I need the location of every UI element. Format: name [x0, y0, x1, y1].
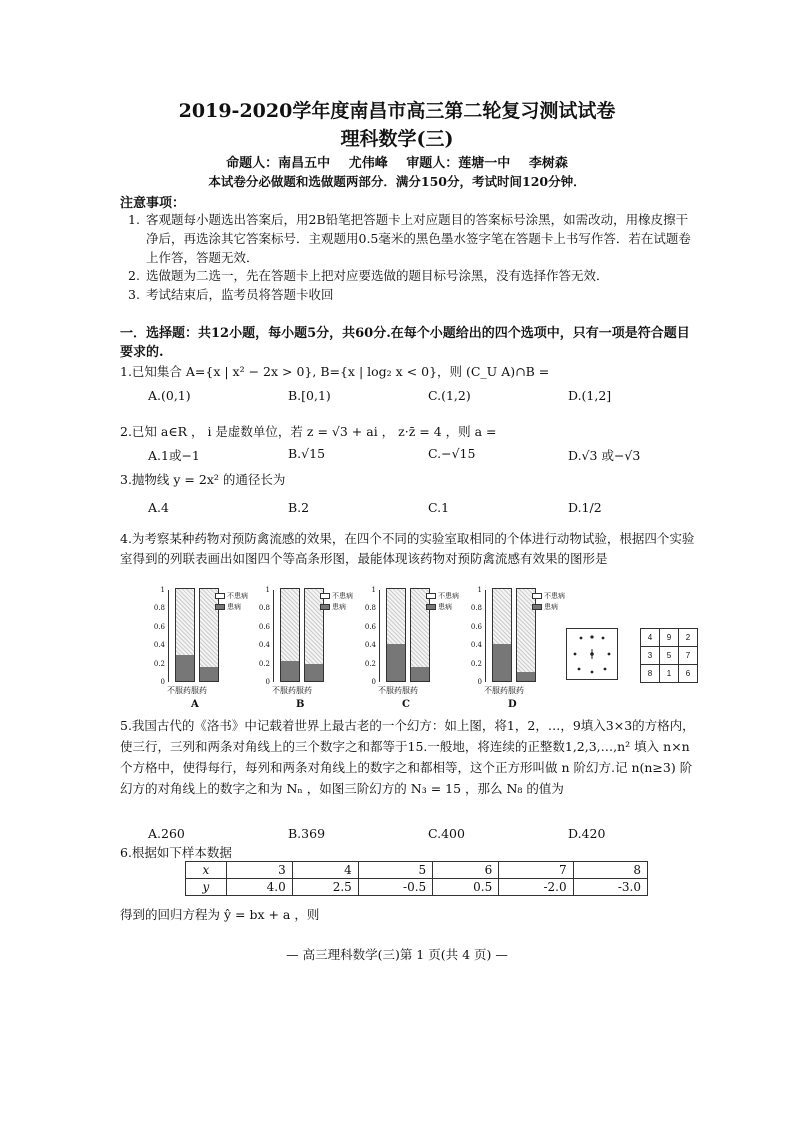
legend-item: [426, 591, 459, 601]
legend-swatch: [215, 593, 225, 599]
legend-item: [532, 602, 558, 612]
legend-item: [532, 591, 565, 601]
y-tick-label: 0.8: [470, 604, 482, 613]
x-tick-label: 不服药: [167, 686, 191, 695]
y-tick-label: 1: [160, 586, 165, 594]
legend-swatch: [532, 593, 542, 599]
y-tick-label: 1: [371, 586, 376, 594]
legend-item: [426, 602, 452, 612]
magic-cell: 5: [660, 647, 679, 665]
option-a: A.1或−1: [148, 448, 200, 463]
chart-label: A: [191, 699, 199, 710]
x-tick-label: 服药: [508, 686, 524, 695]
y-tick-label: 1: [477, 586, 482, 594]
option-d: D.√3 或−√3: [568, 448, 641, 463]
legend-swatch: [426, 593, 436, 599]
table-row: [186, 879, 648, 896]
authors-line: [0, 152, 794, 171]
y-tick-label: 0.4: [258, 641, 270, 650]
luoshu-icon: [566, 628, 618, 680]
note-item: [128, 210, 698, 267]
table-cell: -3.0: [573, 879, 647, 896]
option-b: B.[0,1): [288, 388, 331, 403]
table-cell: 0.5: [433, 879, 499, 896]
magic-cell: 7: [679, 647, 698, 665]
option-a: A.4: [148, 500, 169, 515]
option-d: D.(1,2]: [568, 388, 612, 403]
y-tick-label: 0.6: [364, 622, 376, 631]
y-tick-label: 0.6: [258, 622, 270, 631]
y-tick-label: 0.4: [153, 641, 165, 650]
legend-swatch: [532, 604, 542, 610]
y-tick-label: 0.8: [364, 604, 376, 613]
legend-label: 患病: [227, 603, 241, 611]
author-2: 尤伟峰: [348, 156, 388, 171]
legend-label: 不患病: [438, 592, 459, 600]
table-cell: 4: [292, 862, 358, 879]
legend-item: [320, 591, 353, 601]
y-tick-label: 0.6: [470, 622, 482, 631]
stacked-bar: [280, 588, 300, 682]
table-cell: 5: [358, 862, 432, 879]
option-a: A.260: [148, 826, 185, 841]
y-tick-label: 0.2: [153, 659, 165, 668]
legend-label: 不患病: [227, 592, 248, 600]
option-c: C.−√15: [428, 446, 476, 461]
question-6-tail: 得到的回归方程为 ŷ = bx + a ，则: [120, 907, 320, 922]
stacked-bar: [175, 588, 195, 682]
table-cell: 8: [573, 862, 647, 879]
legend-swatch: [320, 593, 330, 599]
legend-item: [215, 591, 248, 601]
sample-data-table: [185, 861, 648, 896]
author-4: 李树森: [528, 156, 568, 171]
legend-swatch: [426, 604, 436, 610]
option-c: C.1: [428, 500, 450, 515]
legend-swatch: [320, 604, 330, 610]
table-cell: 2.5: [292, 879, 358, 896]
magic-cell: 2: [679, 629, 698, 647]
sick-segment: [176, 655, 194, 681]
sick-segment: [411, 667, 429, 681]
x-tick-label: 服药: [402, 686, 418, 695]
y-tick-label: 0.4: [364, 641, 376, 650]
chart-label: C: [402, 699, 410, 710]
stacked-bar: [492, 588, 512, 682]
y-tick-label: 1: [265, 586, 270, 594]
q4-chart-b: [258, 585, 368, 710]
legend-item: [320, 602, 346, 612]
y-tick-label: 0.2: [258, 659, 270, 668]
note-item: [128, 285, 698, 304]
option-d: D.420: [568, 826, 606, 841]
question-1-options: [148, 388, 698, 408]
y-axis: [168, 590, 169, 682]
x-tick-label: 服药: [296, 686, 312, 695]
table-cell: 3: [226, 862, 292, 879]
table-cell: -0.5: [358, 879, 432, 896]
table-cell: 4.0: [226, 879, 292, 896]
author-3: 审题人：莲塘一中: [406, 156, 511, 171]
question-2-options: [148, 446, 698, 466]
option-c: C.(1,2): [428, 388, 471, 403]
table-cell: 7: [499, 862, 573, 879]
sick-segment: [387, 644, 405, 681]
option-b: B.√15: [288, 446, 326, 461]
option-c: C.400: [428, 826, 465, 841]
magic-cell: 4: [641, 629, 660, 647]
magic-cell: 1: [660, 665, 679, 683]
y-axis: [485, 590, 486, 682]
magic-cell: 6: [679, 665, 698, 683]
page-title: 2019-2020学年度南昌市高三第二轮复习测试试卷: [178, 100, 616, 122]
x-tick-label: 不服药: [378, 686, 402, 695]
table-row: [186, 862, 648, 879]
table-header-x: x: [186, 862, 227, 879]
sick-segment: [200, 667, 218, 681]
option-d: D.1/2: [568, 500, 602, 515]
table-cell: -2.0: [499, 879, 573, 896]
y-tick-label: 0.2: [364, 659, 376, 668]
legend-swatch: [215, 604, 225, 610]
sick-segment: [493, 644, 511, 681]
legend-label: 不患病: [544, 592, 565, 600]
legend-label: 患病: [544, 603, 558, 611]
option-b: B.369: [288, 826, 326, 841]
sick-segment: [281, 661, 299, 681]
scoring-info: 本试卷分必做题和选做题两部分．满分150分，考试时间120分钟．: [208, 174, 586, 189]
q4-chart-a: [153, 585, 263, 710]
notes-heading: 注意事项：: [120, 196, 186, 211]
note-item: [128, 266, 698, 285]
note-number: 2.: [128, 268, 140, 283]
y-tick-label: 0: [265, 678, 270, 686]
note-text: 客观题每小题选出答案后，用2B铅笔把答题卡上对应题目的答案标号涂黑，如需改动，用橡皮擦干净后，再选涂其它答案标号．主观题用0.5毫米的黑色墨水签字笔在答题卡上书写作答．若在试题卷上作答，答题无效．: [146, 212, 691, 265]
question-4-stem: 4.为考察某种药物对预防禽流感的效果，在四个不同的实验室取相同的个体进行动物试验，根据四个实验室得到的列联表画出如图四个等高条形图，最能体现该药物对预防禽流感有效果的图形是: [120, 531, 695, 566]
page-footer: — 高三理科数学(三)第 1 页(共 4 页) —: [286, 947, 508, 962]
y-tick-label: 0.8: [258, 604, 270, 613]
note-number: 1.: [128, 212, 140, 227]
section-heading: 一．选择题：共12小题，每小题5分，共60分.在每个小题给出的四个选项中，只有一项是符合题目要求的.: [120, 326, 690, 360]
magic-cell: 8: [641, 665, 660, 683]
x-tick-label: 服药: [191, 686, 207, 695]
sick-segment: [305, 664, 323, 681]
luoshu-dots-icon: [567, 629, 617, 679]
chart-label: B: [296, 699, 305, 710]
chart-label: D: [508, 699, 517, 710]
x-tick-label: 不服药: [272, 686, 296, 695]
legend-label: 患病: [332, 603, 346, 611]
y-tick-label: 0: [160, 678, 165, 686]
question-3-options: [148, 500, 698, 520]
magic-cell: 9: [660, 629, 679, 647]
table-header-y: y: [186, 879, 227, 896]
page-subtitle: 理科数学(三): [340, 128, 454, 150]
question-6-stem: 6.根据如下样本数据: [120, 845, 232, 860]
note-text: 考试结束后，监考员将答题卡收回: [146, 287, 334, 302]
y-tick-label: 0.8: [153, 604, 165, 613]
sick-segment: [517, 672, 535, 681]
legend-label: 不患病: [332, 592, 353, 600]
note-text: 选做题为二选一，先在答题卡上把对应要选做的题目标号涂黑，没有选择作答无效．: [146, 268, 609, 283]
legend-item: [215, 602, 241, 612]
y-tick-label: 0: [477, 678, 482, 686]
question-1-stem: 1.已知集合 A={x | x² − 2x > 0}, B={x | log₂ x < 0}，则 (C_U A)∩B =: [120, 364, 550, 379]
y-axis: [273, 590, 274, 682]
q4-chart-d: [470, 585, 580, 710]
y-tick-label: 0.6: [153, 622, 165, 631]
y-tick-label: 0.4: [470, 641, 482, 650]
question-5-stem: 5.我国古代的《洛书》中记载着世界上最古老的一个幻方：如上图，将1，2，…，9填入3×3的方格内，使三行，三列和两条对角线上的三个数字之和都等于15.一般地，将连续的正整数1,2,3,…,n² 填入 n×n 个方格中，使得每行，每列和两条对角线上的数字之和都相等，这个正方形叫做 n 阶幻方.记 n(n≥3) 阶幻方的对角线上的数字之和为 Nₙ ，如图三阶幻方的 N₃ = 15 ，那么 N₈ 的值为: [120, 718, 695, 796]
y-tick-label: 0.2: [470, 659, 482, 668]
magic-cell: 3: [641, 647, 660, 665]
magic-square: [640, 628, 698, 683]
author-1: 命题人：南昌五中: [226, 156, 331, 171]
question-3-stem: 3.抛物线 y = 2x² 的通径长为: [120, 472, 286, 487]
q4-chart-c: [364, 585, 474, 710]
table-cell: 6: [433, 862, 499, 879]
stacked-bar: [386, 588, 406, 682]
x-tick-label: 不服药: [484, 686, 508, 695]
legend-label: 患病: [438, 603, 452, 611]
y-axis: [379, 590, 380, 682]
option-b: B.2: [288, 500, 310, 515]
question-2-stem: 2.已知 a∈R ， i 是虚数单位，若 z = √3 + ai ， z·z̄ = 4 ，则 a =: [120, 424, 497, 439]
y-tick-label: 0: [371, 678, 376, 686]
option-a: A.(0,1): [148, 388, 191, 403]
note-number: 3.: [128, 287, 140, 302]
